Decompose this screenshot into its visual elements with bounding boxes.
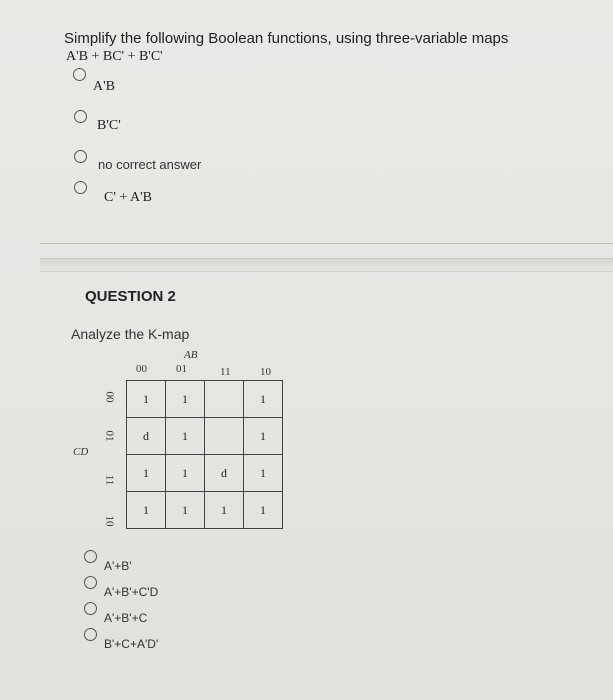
kmap-cell: 1	[166, 492, 205, 529]
kmap-cell: 1	[244, 492, 283, 529]
kmap-cell: 1	[205, 492, 244, 529]
q2-option-1-label[interactable]: A'+B'	[104, 559, 132, 573]
kmap-cell: 1	[166, 381, 205, 418]
q2-option-2-radio[interactable]	[84, 576, 97, 589]
kmap-cell: 1	[166, 455, 205, 492]
question-separator-band	[40, 258, 613, 272]
kmap-row-variable: CD	[73, 446, 89, 458]
kmap-cell	[205, 381, 244, 418]
q1-option-2-radio[interactable]	[74, 110, 87, 123]
question-divider	[40, 243, 613, 244]
kmap-row-label: 10	[103, 515, 116, 527]
q1-option-1-radio[interactable]	[73, 68, 86, 81]
kmap-cell: 1	[127, 381, 166, 418]
kmap-cell: 1	[127, 492, 166, 529]
q1-option-2-label[interactable]: B'C'	[97, 118, 121, 133]
kmap-cell: 1	[244, 418, 283, 455]
kmap-col-label: 00	[136, 363, 147, 375]
kmap-col-label: 11	[220, 366, 231, 378]
kmap-cell: d	[205, 455, 244, 492]
q2-option-2-label[interactable]: A'+B'+C'D	[104, 585, 159, 599]
kmap-cell: d	[127, 418, 166, 455]
q1-option-3-radio[interactable]	[74, 150, 87, 163]
kmap-row-label: 11	[103, 474, 116, 486]
kmap-cell: 1	[166, 418, 205, 455]
kmap-cell: 1	[244, 455, 283, 492]
kmap-col-variable: AB	[184, 349, 198, 361]
kmap-row-label: 00	[103, 391, 116, 403]
q1-option-1-label[interactable]: A'B	[93, 79, 115, 94]
q2-option-4-radio[interactable]	[84, 628, 97, 641]
question1-prompt: Simplify the following Boolean functions, using three-variable maps	[64, 30, 509, 47]
question2-prompt: Analyze the K-map	[71, 326, 190, 342]
q2-option-3-label[interactable]: A'+B'+C	[104, 611, 148, 625]
kmap-cell	[205, 418, 244, 455]
kmap-col-label: 10	[260, 366, 271, 378]
q2-option-4-label[interactable]: B'+C+A'D'	[104, 637, 159, 651]
question2-title: QUESTION 2	[85, 288, 176, 305]
kmap-grid	[126, 380, 283, 529]
kmap-row-label: 01	[103, 430, 116, 442]
kmap-col-label: 01	[176, 363, 187, 375]
q2-option-3-radio[interactable]	[84, 602, 97, 615]
kmap-cell: 1	[127, 455, 166, 492]
q1-option-4-label[interactable]: C' + A'B	[104, 190, 152, 205]
kmap-cell: 1	[244, 381, 283, 418]
q1-option-4-radio[interactable]	[74, 181, 87, 194]
q1-option-3-label[interactable]: no correct answer	[98, 157, 202, 172]
q2-option-1-radio[interactable]	[84, 550, 97, 563]
question1-function: A'B + BC' + B'C'	[66, 49, 163, 64]
